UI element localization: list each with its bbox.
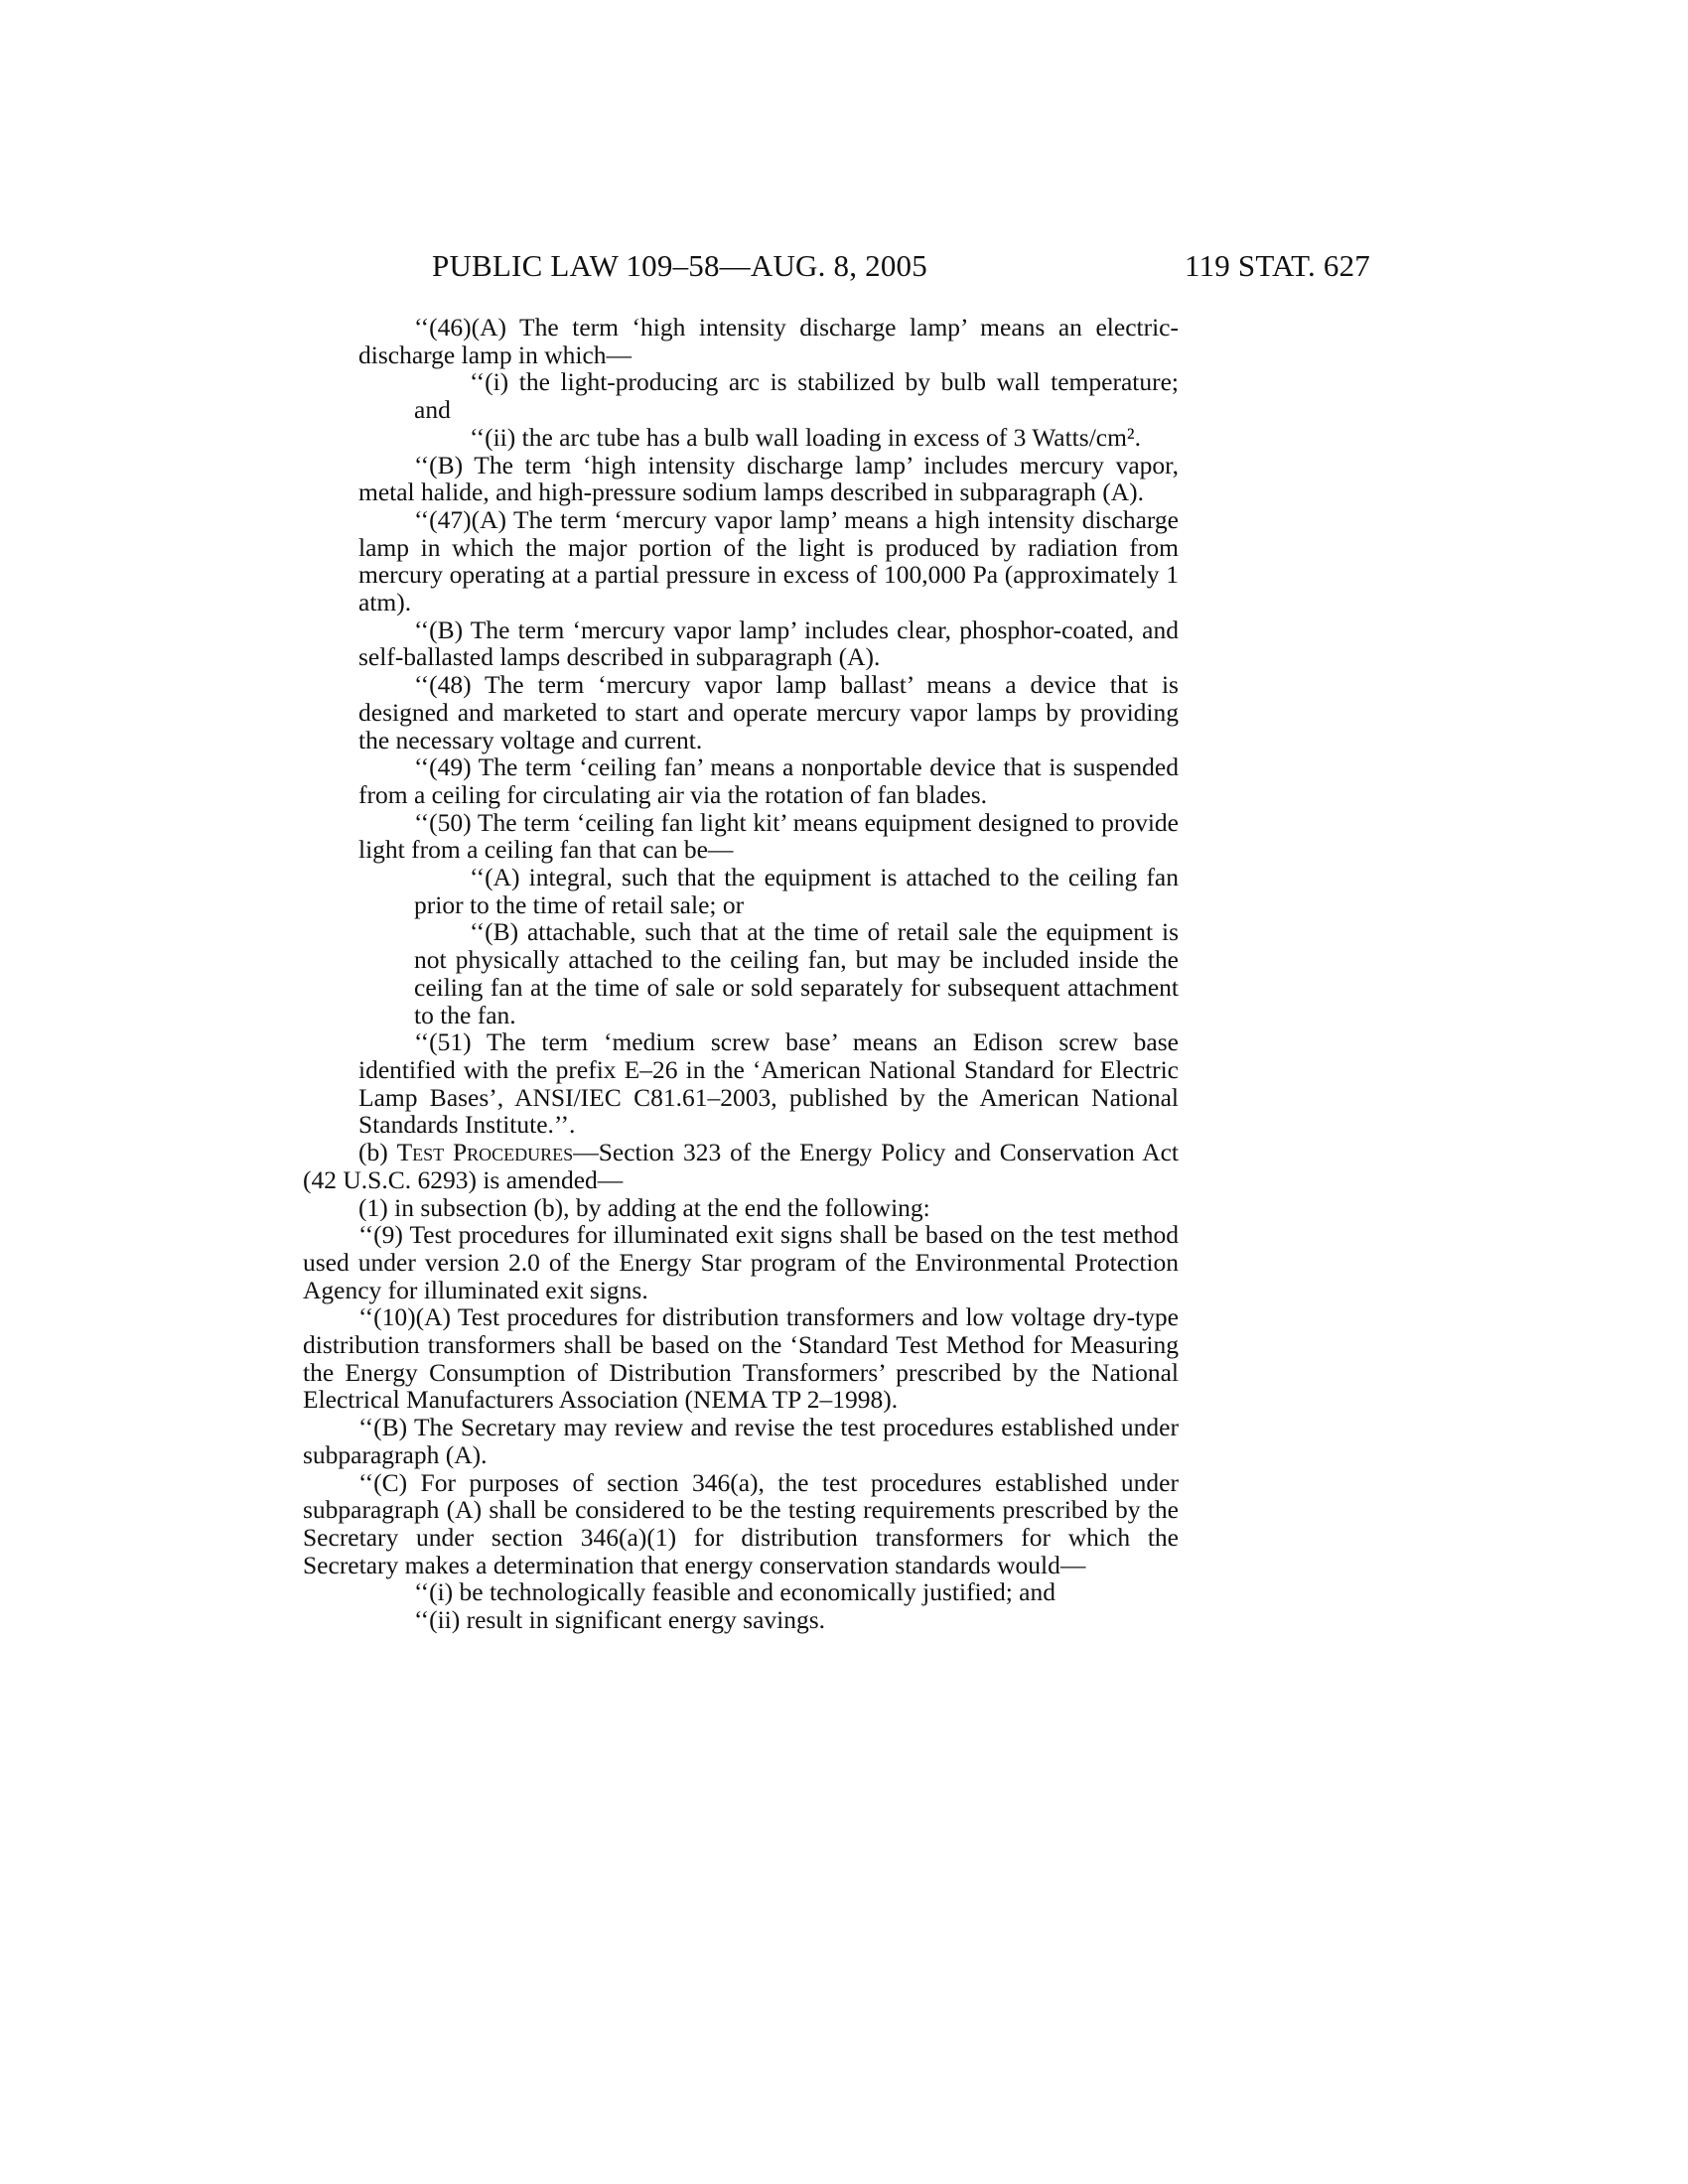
paragraph-46a-i: ‘‘(i) the light-producing arc is stabilized by bulb wall temperature; and — [414, 367, 1179, 425]
document-body — [303, 314, 1179, 1634]
section-b-heading: Test Procedures — [396, 1138, 574, 1167]
header-title: PUBLIC LAW 109–58—AUG. 8, 2005 — [432, 248, 927, 283]
paragraph-10a: ‘‘(10)(A) Test procedures for distribution transformers and low voltage dry-type distribution transformers shall be based on the ‘Standard Test Method for Measuring the Energy Consumption of Distribution Transformers’ prescribed by the National Electrical Manufacturers Association (NEMA TP 2–1998). — [303, 1302, 1179, 1415]
paragraph-46b: ‘‘(B) The term ‘high intensity discharge lamp’ includes mercury vapor, metal halide, and high-pressure sodium lamps described in subparagraph (A). — [358, 450, 1179, 507]
running-header — [303, 248, 1370, 292]
paragraph-48: ‘‘(48) The term ‘mercury vapor lamp ballast’ means a device that is designed and marketed to start and operate mercury vapor lamps by providing the necessary voltage and current. — [358, 670, 1179, 754]
paragraph-1-subsection-b: (1) in subsection (b), by adding at the end the following: — [358, 1192, 930, 1222]
section-b-text: —Section 323 of the Energy Policy and Conservation Act (42 U.S.C. 6293) is amended— — [303, 1138, 1180, 1194]
paragraph-10c: ‘‘(C) For purposes of section 346(a), the test procedures established under subparagraph (A) shall be considered to be the testing requirements prescribed by the Secretary under section 346(a)(1) for distribution transformers for which the Secretary makes a determination that energy conservation standards would— — [303, 1467, 1179, 1579]
paragraph-49: ‘‘(49) The term ‘ceiling fan’ means a nonportable device that is suspended from a ceiling for circulating air via the rotation of fan blades. — [358, 752, 1179, 809]
paragraph-50b: ‘‘(B) attachable, such that at the time of retail sale the equipment is not physically attached to the ceiling fan, but may be included inside the ceiling fan at the time of sale or sold separately for subsequent attachment to the fan. — [414, 917, 1179, 1029]
paragraph-10c-ii: ‘‘(ii) result in significant energy savings. — [414, 1605, 826, 1635]
paragraph-10c-i: ‘‘(i) be technologically feasible and economically justified; and — [414, 1577, 1055, 1607]
paragraph-46a-ii: ‘‘(ii) the arc tube has a bulb wall loading in excess of 3 Watts/cm². — [470, 422, 1141, 452]
section-b-lead: (b) — [358, 1138, 388, 1167]
paragraph-50: ‘‘(50) The term ‘ceiling fan light kit’ means equipment designed to provide light from a ceiling fan that can be— — [358, 807, 1179, 865]
paragraph-47a: ‘‘(47)(A) The term ‘mercury vapor lamp’ means a high intensity discharge lamp in which the major portion of the light is produced by radiation from mercury operating at a partial pressure in excess of 100,000 Pa (approximately 1 atm). — [358, 504, 1179, 617]
paragraph-9: ‘‘(9) Test procedures for illuminated exit signs shall be based on the test method used under version 2.0 of the Energy Star program of the Environmental Protection Agency for illuminated exit signs. — [303, 1220, 1179, 1304]
paragraph-10b: ‘‘(B) The Secretary may review and revise the test procedures established under subparagraph (A). — [303, 1413, 1179, 1469]
paragraph-46a: ‘‘(46)(A) The term ‘high intensity discharge lamp’ means an electric-discharge lamp in which— — [358, 313, 1179, 369]
section-b-test-procedures — [303, 1139, 1179, 1193]
header-stat-page: 119 STAT. 627 — [1185, 248, 1370, 283]
paragraph-51: ‘‘(51) The term ‘medium screw base’ means an Edison screw base identified with the prefix E–26 in the ‘American National Standard for Electric Lamp Bases’, ANSI/IEC C81.61–2003, published by the American National Standards Institute.’’. — [358, 1027, 1179, 1140]
paragraph-47b: ‘‘(B) The term ‘mercury vapor lamp’ includes clear, phosphor-coated, and self-ballasted lamps described in subparagraph (A). — [358, 614, 1179, 672]
paragraph-50a: ‘‘(A) integral, such that the equipment is attached to the ceiling fan prior to the time of retail sale; or — [414, 863, 1179, 919]
